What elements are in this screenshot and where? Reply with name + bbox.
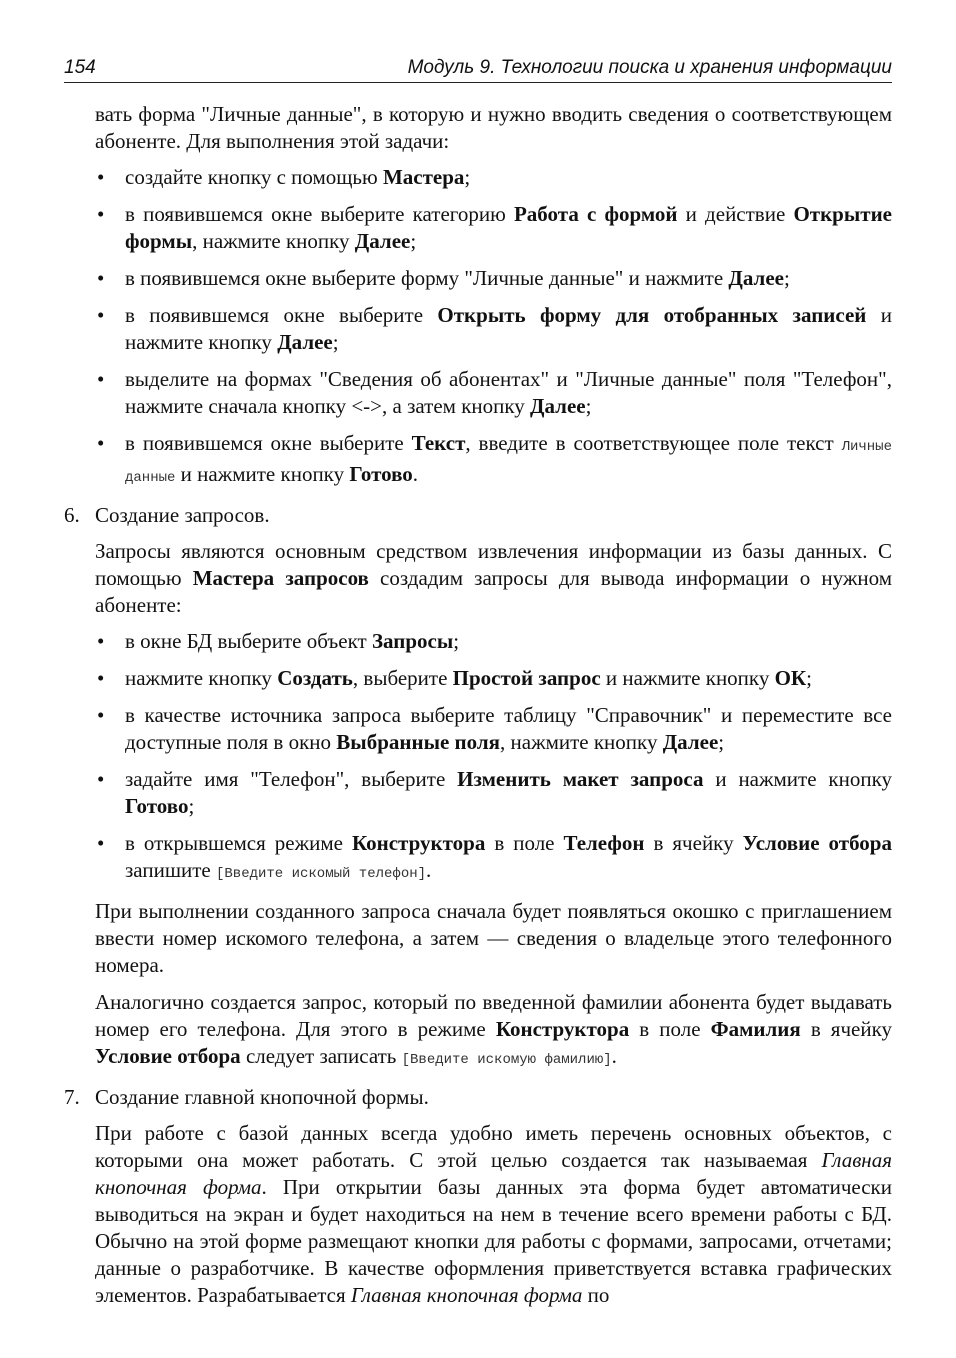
bullet-icon: •	[97, 767, 105, 791]
code-text: [Введите искомую фамилию]	[401, 1052, 612, 1068]
running-title: Модуль 9. Технологии поиска и хранения информации	[407, 57, 892, 78]
bullet-icon: •	[97, 703, 105, 727]
section-number: 6.	[64, 503, 80, 527]
bullet-icon: •	[97, 431, 105, 455]
code-text: Личные данные	[125, 439, 892, 486]
page-body	[64, 101, 892, 1309]
paragraph: При работе с базой данных всегда удобно иметь перечень основных объектов, с которыми она может работать. С этой целью создается так называемая Главная кнопочная форма. При открытии базы данных эта форма будет автоматически выводиться на экран и будет находиться на нем в течение всего времени работы с БД. Обычно на этой форме размещают кнопки для работы с формами, запросами, отчетами; данные о разработчике. В качестве оформления приветствуется вставка графических элементов. Разрабатывается Главная кнопочная форма по	[95, 1121, 892, 1307]
section-number: 7.	[64, 1085, 80, 1109]
bullet-icon: •	[97, 266, 105, 290]
paragraph: Аналогично создается запрос, который по введенной фамилии абонента будет выдавать номер его телефона. Для этого в режиме Конструктора в поле Фамилия в ячейку Условие отбора следует записать [Введите искомую фамилию].	[95, 990, 892, 1068]
list-item: • в открывшемся режиме Конструктора в поле Телефон в ячейку Условие отбора запишите [Введите искомый телефон].	[97, 831, 892, 882]
bullet-icon: •	[97, 666, 105, 690]
page-header	[64, 52, 892, 83]
section-title: Создание главной кнопочной формы.	[95, 1085, 429, 1109]
paragraph: Запросы являются основным средством извлечения информации из базы данных. С помощью Мастера запросов создадим запросы для вывода информации о нужном абоненте:	[95, 539, 892, 617]
list-item: • выделите на формах "Сведения об абонентах" и "Личные данные" поля "Телефон", нажмите сначала кнопку <->, а затем кнопку Далее;	[97, 367, 892, 418]
list-item: • в появившемся окне выберите Текст, введите в соответствующее поле текст Личные данные и нажмите кнопку Готово.	[97, 431, 892, 486]
page-number: 154	[64, 57, 96, 78]
list-item: • в окне БД выберите объект Запросы;	[97, 629, 460, 653]
bullet-icon: •	[97, 202, 105, 226]
list-item: • в появившемся окне выберите Открыть форму для отобранных записей и нажмите кнопку Далее;	[97, 303, 892, 354]
list-item: • в качестве источника запроса выберите таблицу "Справочник" и переместите все доступные поля в окно Выбранные поля, нажмите кнопку Далее;	[97, 703, 892, 754]
section-title: Создание запросов.	[95, 503, 270, 527]
list-item: • создайте кнопку с помощью Мастера;	[97, 165, 471, 189]
section-heading	[64, 1084, 892, 1111]
bullet-icon: •	[97, 629, 105, 653]
list-item: • в появившемся окне выберите категорию Работа с формой и действие Открытие формы, нажмите кнопку Далее;	[97, 202, 892, 253]
bullet-icon: •	[97, 831, 105, 855]
section-heading	[64, 502, 892, 529]
list-item: • задайте имя "Телефон", выберите Изменить макет запроса и нажмите кнопку Готово;	[97, 767, 892, 818]
bullet-icon: •	[97, 303, 105, 327]
list-item: • нажмите кнопку Создать, выберите Простой запрос и нажмите кнопку ОК;	[97, 666, 812, 690]
code-text: [Введите искомый телефон]	[215, 866, 427, 882]
bullet-icon: •	[97, 367, 105, 391]
list-item: • в появившемся окне выберите форму "Личные данные" и нажмите Далее;	[97, 266, 790, 290]
bullet-icon: •	[97, 165, 105, 189]
paragraph: При выполнении созданного запроса сначала будет появляться окошко с приглашением ввести номер искомого телефона, а затем — сведения о владельце этого телефонного номера.	[95, 899, 892, 977]
intro-paragraph: вать форма "Личные данные", в которую и нужно вводить сведения о соответствующем абоненте. Для выполнения этой задачи:	[95, 102, 892, 153]
